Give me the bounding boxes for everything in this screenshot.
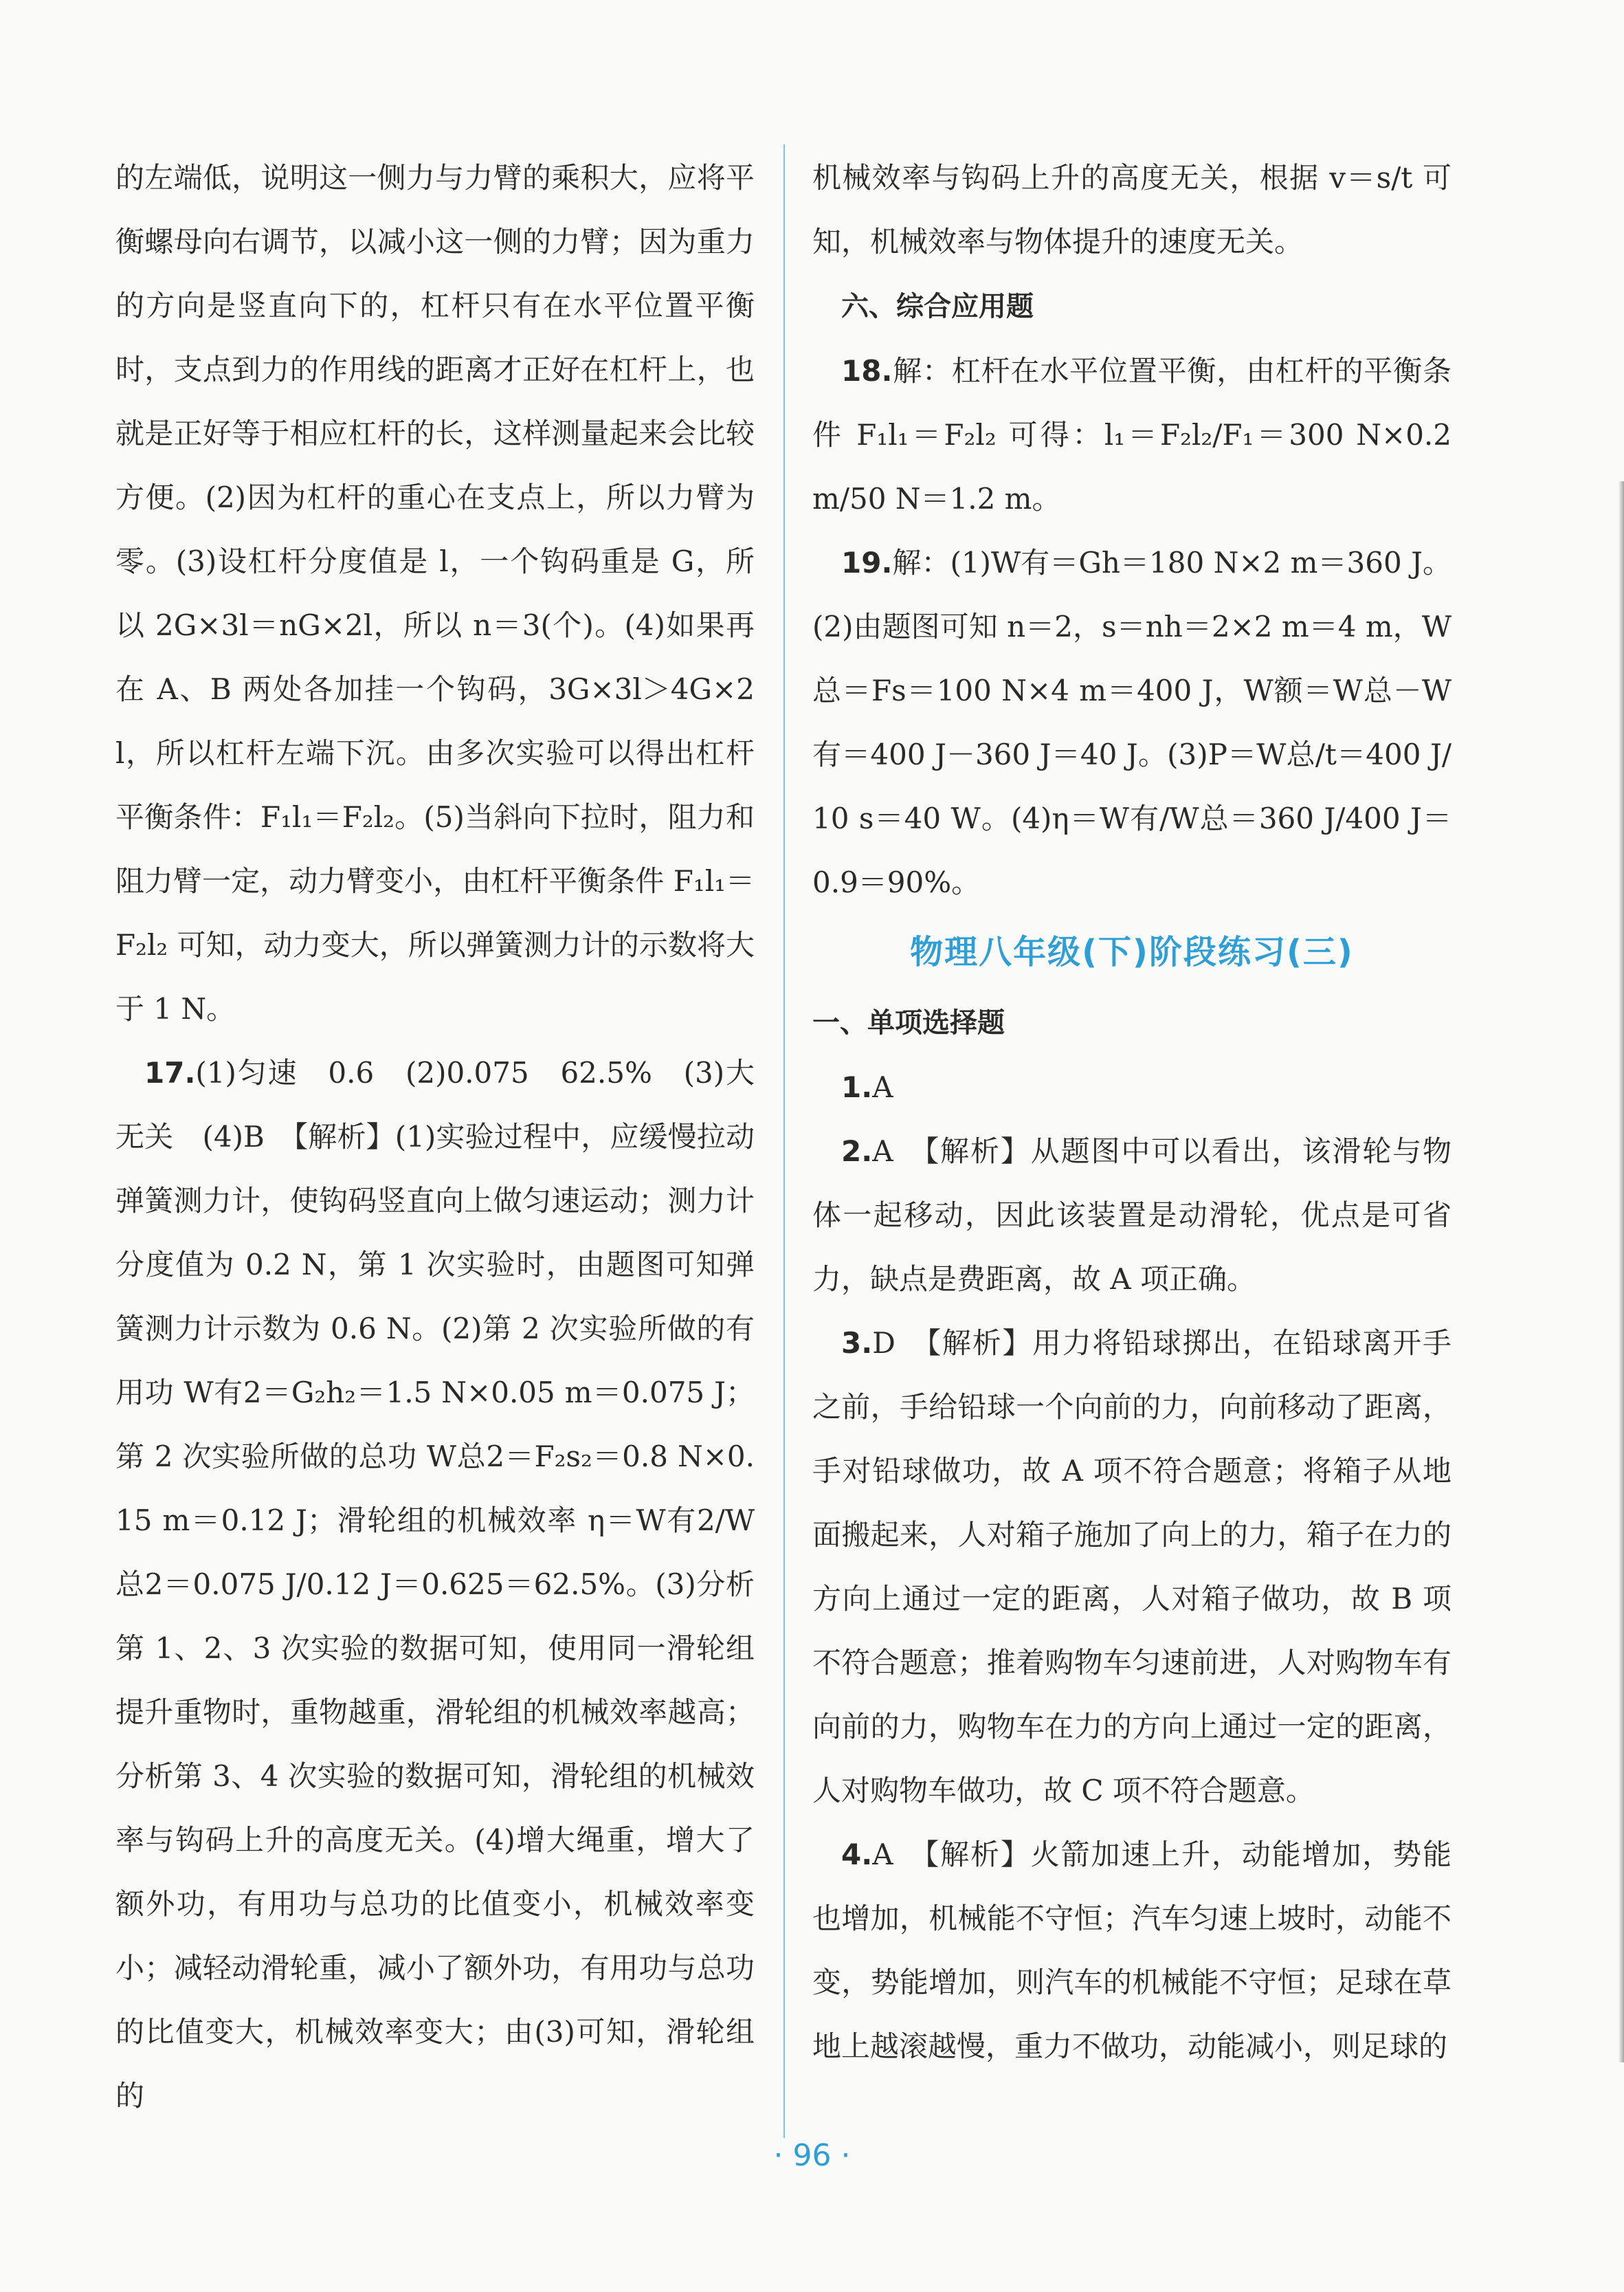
question-number: 17. bbox=[144, 1056, 196, 1090]
question-text: D 【解析】用力将铅球掷出，在铅球离开手之前，手给铅球一个向前的力，向前移动了距离，手对铅球做功，故 A 项不符合题意；将箱子从地面搬起来，人对箱子施加了向上的力，箱子在力的方向上通过一定的距离，人对箱子做功，故 B 项不符合题意；推着购物车匀速前进，人对购物车有向前的力，购物车在力的方向上通过一定的距离，人对购物车做功，故 C 项不符合题意。 bbox=[812, 1326, 1451, 1807]
question-text: A bbox=[872, 1070, 893, 1104]
page-number: · 96 · bbox=[773, 2138, 851, 2173]
paragraph-q16-continued: 的左端低，说明这一侧力与力臂的乘积大，应将平衡螺母向右调节，以减小这一侧的力臂；因为重力的方向是竖直向下的，杠杆只有在水平位置平衡时，支点到力的作用线的距离才正好在杠杆上，也就是正好等于相应杠杆的长，这样测量起来会比较方便。(2)因为杠杆的重心在支点上，所以力臂为零。(3)设杠杆分度值是 l，一个钩码重是 G，所以 2G×3l＝nG×2l，所以 n＝3(个)。(4)如果再在 A、B 两处各加挂一个钩码，3G×3l＞4G×2l，所以杠杆左端下沉。由多次实验可以得出杠杆平衡条件：F₁l₁＝F₂l₂。(5)当斜向下拉时，阻力和阻力臂一定，动力臂变小，由杠杆平衡条件 F₁l₁＝F₂l₂ 可知，动力变大，所以弹簧测力计的示数将大于 1 N。 bbox=[115, 161, 755, 1026]
question-text: A 【解析】火箭加速上升，动能增加，势能也增加，机械能不守恒；汽车匀速上坡时，动能不变，势能增加，则汽车的机械能不守恒；足球在草地上越滚越慢，重力不做功，动能减小，则足球的 bbox=[812, 1838, 1451, 2063]
question-number: 3. bbox=[841, 1326, 873, 1360]
section-heading-comprehensive: 六、综合应用题 bbox=[841, 291, 1034, 322]
question-number: 19. bbox=[841, 546, 893, 580]
page-edge-shadow bbox=[1619, 481, 1624, 2062]
question-text: A 【解析】从题图中可以看出，该滑轮与物体一起移动，因此该装置是动滑轮，优点是可省力，缺点是费距离，故 A 项正确。 bbox=[812, 1134, 1451, 1296]
section-heading-single-choice: 一、单项选择题 bbox=[812, 1007, 1005, 1039]
question-text: (1)匀速 0.6 (2)0.075 62.5% (3)大 无关 (4)B 【解析】(1)实验过程中，应缓慢拉动弹簧测力计，使钩码竖直向上做匀速运动；测力计分度值为 0.2 N，第 1 次实验时，由题图可知弹簧测力计示数为 0.6 N。(2)第 2 次实验所做的有用功 W有2＝G₂h₂＝1.5 N×0.05 m＝0.075 J；第 2 次实验所做的总功 W总2＝F₂s₂＝0.8 N×0.15 m＝0.12 J；滑轮组的机械效率 η＝W有2/W总2＝0.075 J/0.12 J＝0.625＝62.5%。(3)分析第 1、2、3 次实验的数据可知，使用同一滑轮组提升重物时，重物越重，滑轮组的机械效率越高；分析第 3、4 次实验的数据可知，滑轮组的机械效率与钩码上升的高度无关。(4)增大绳重，增大了额外功，有用功与总功的比值变小，机械效率变小；减轻动滑轮重，减小了额外功，有用功与总功的比值变大，机械效率变大；由(3)可知，滑轮组的 bbox=[115, 1056, 784, 2113]
question-text: 解：杠杆在水平位置平衡，由杠杆的平衡条件 F₁l₁＝F₂l₂ 可得：l₁＝F₂l₂/F₁＝300 N×0.2 m/50 N＝1.2 m。 bbox=[812, 354, 1451, 516]
question-text: 解：(1)W有＝Gh＝180 N×2 m＝360 J。(2)由题图可知 n＝2，s＝nh＝2×2 m＝4 m，W总＝Fs＝100 N×4 m＝400 J，W额＝W总－W有＝400 J－360 J＝40 J。(3)P＝W总/t＝400 J/10 s＝40 W。(4)η＝W有/W总＝360 J/400 J＝0.9＝90%。 bbox=[812, 546, 1451, 899]
paragraph-q1 bbox=[812, 1055, 1451, 1119]
paragraph-q4 bbox=[812, 1822, 1451, 2078]
question-number: 1. bbox=[841, 1070, 873, 1104]
column-divider bbox=[783, 144, 785, 2138]
paragraph-q2 bbox=[812, 1119, 1451, 1311]
practice-title: 物理八年级(下)阶段练习(三) bbox=[910, 933, 1354, 971]
right-column bbox=[812, 146, 1451, 2078]
paragraph-q19 bbox=[812, 531, 1451, 914]
paragraph-q17-continued: 机械效率与钩码上升的高度无关，根据 v＝s/t 可知，机械效率与物体提升的速度无关。 bbox=[812, 161, 1451, 258]
paragraph-q17 bbox=[115, 1041, 784, 2128]
paragraph-q3 bbox=[812, 1311, 1451, 1822]
question-number: 18. bbox=[841, 354, 893, 388]
question-number: 2. bbox=[841, 1134, 873, 1168]
question-number: 4. bbox=[841, 1838, 873, 1871]
paragraph-q18 bbox=[812, 339, 1451, 531]
left-column bbox=[115, 146, 784, 2128]
